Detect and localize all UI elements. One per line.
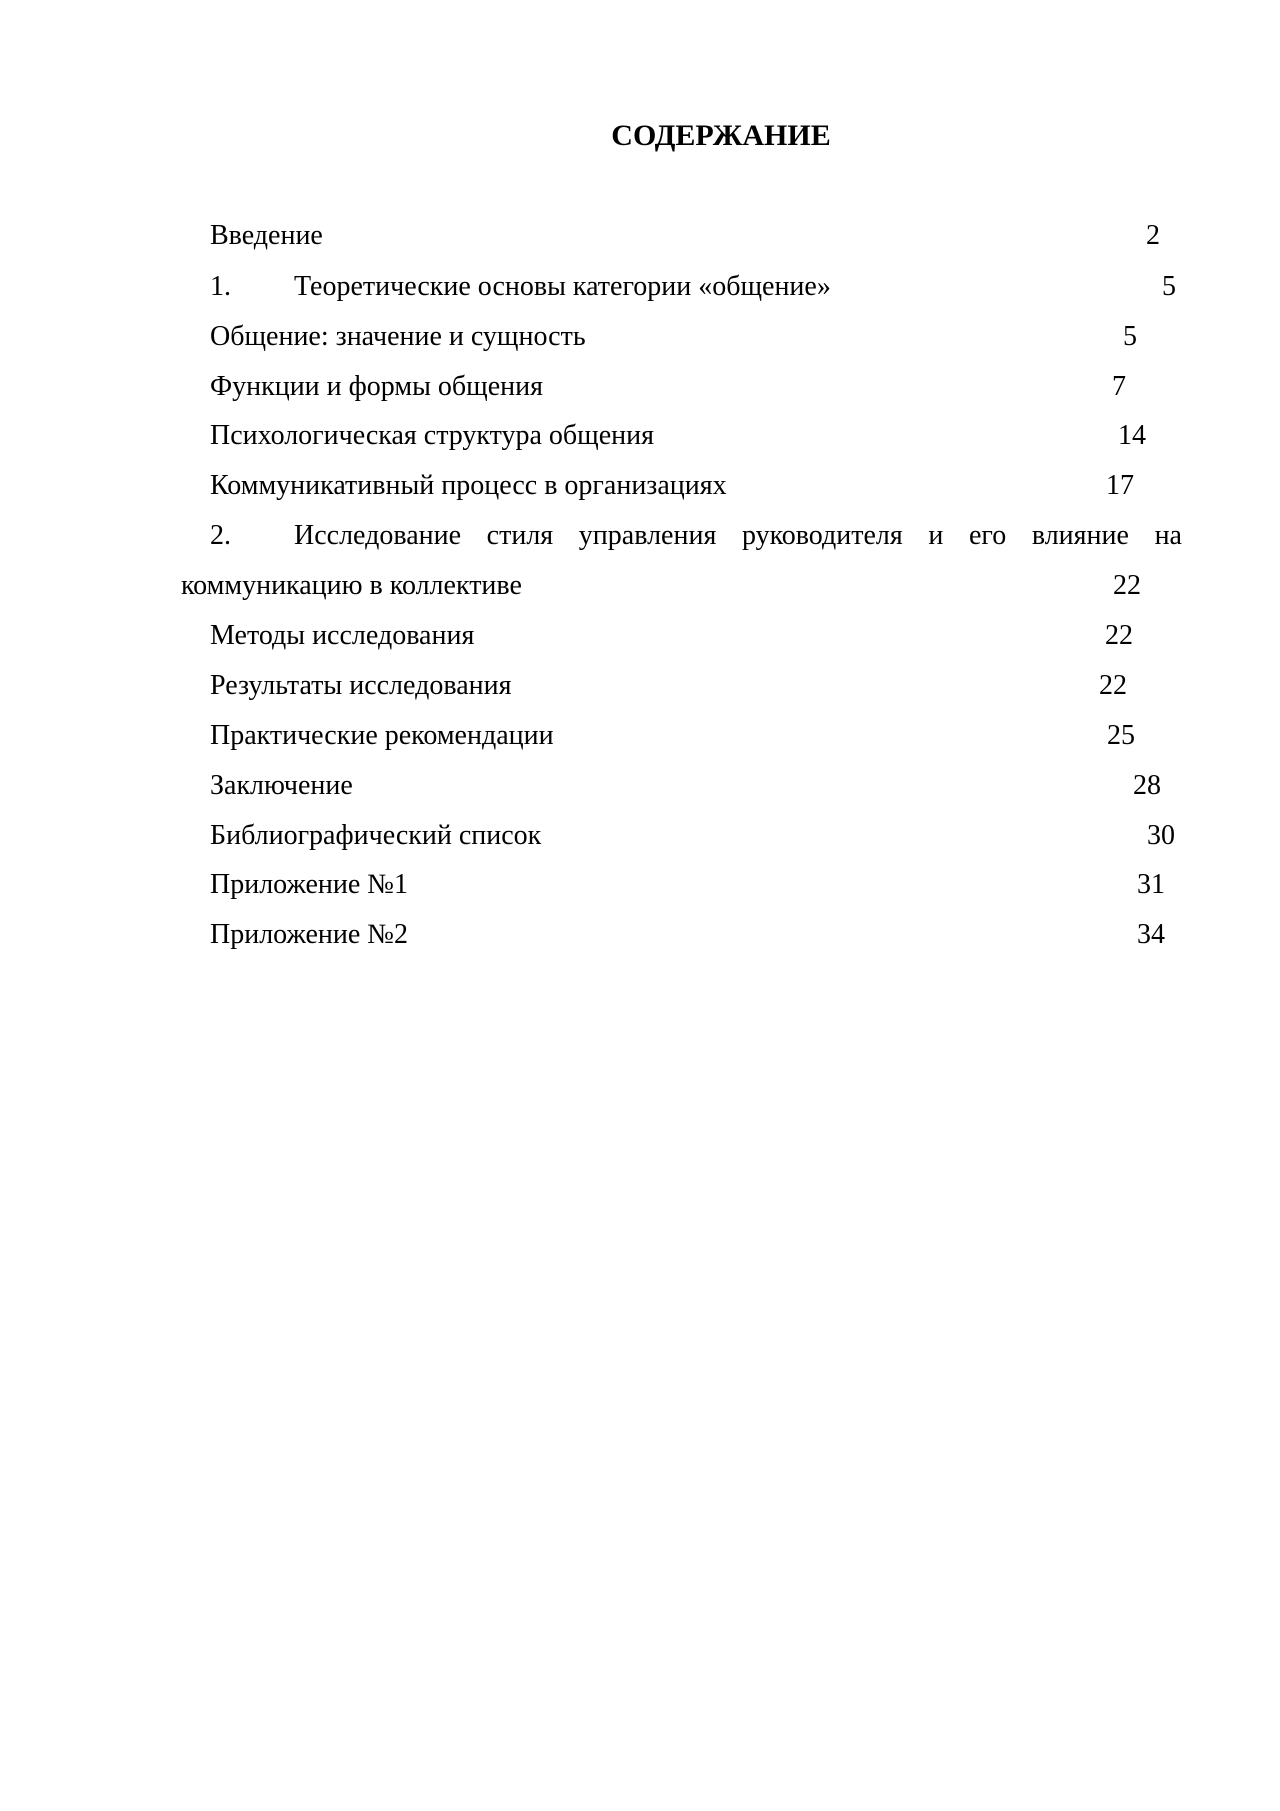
toc-entry-page: 22 <box>1105 620 1133 651</box>
toc-title: СОДЕРЖАНИЕ <box>611 119 831 152</box>
toc-entry-page: 28 <box>1133 770 1161 801</box>
toc-entry-label: Результаты исследования <box>210 670 512 701</box>
toc-entry-page: 25 <box>1107 720 1135 751</box>
toc-entry-marker: 2. <box>210 520 231 551</box>
toc-entry-label: Библиографический список <box>210 820 542 851</box>
toc-entry-page: 7 <box>1112 371 1126 402</box>
toc-entry-label: Приложение №1 <box>210 869 408 900</box>
toc-entry-page: 5 <box>1162 271 1176 302</box>
toc-entry-label: Функции и формы общения <box>210 371 543 402</box>
toc-entry-page: 2 <box>1146 220 1160 251</box>
toc-entry-label: Приложение №2 <box>210 919 408 950</box>
toc-entry-label-line2: коммуникацию в коллективе <box>181 570 522 601</box>
toc-entry-label: Психологическая структура общения <box>210 420 655 451</box>
toc-entry-marker: 1. <box>210 271 231 302</box>
toc-entry-label: Методы исследования <box>210 620 475 651</box>
toc-entry-page: 14 <box>1118 420 1146 451</box>
toc-entry-page: 31 <box>1137 869 1165 900</box>
toc-entry-page: 34 <box>1137 919 1165 950</box>
toc-entry-label: Теоретические основы категории «общение» <box>294 271 831 302</box>
toc-entry-label: Практические рекомендации <box>210 720 554 751</box>
toc-entry-page: 22 <box>1099 670 1127 701</box>
toc-entry-label: Общение: значение и сущность <box>210 321 586 352</box>
toc-entry-page: 22 <box>1113 570 1141 601</box>
toc-entry-label: Коммуникативный процесс в организациях <box>210 470 727 501</box>
toc-entry-page: 5 <box>1123 321 1137 352</box>
toc-entry-label: Введение <box>210 220 323 251</box>
toc-entry-label: Заключение <box>210 770 353 801</box>
toc-entry-label-line1: Исследование стиля управления руководителя и его влияние на <box>294 520 1182 551</box>
toc-entry-page: 30 <box>1147 820 1175 851</box>
toc-entry-page: 17 <box>1106 470 1134 501</box>
